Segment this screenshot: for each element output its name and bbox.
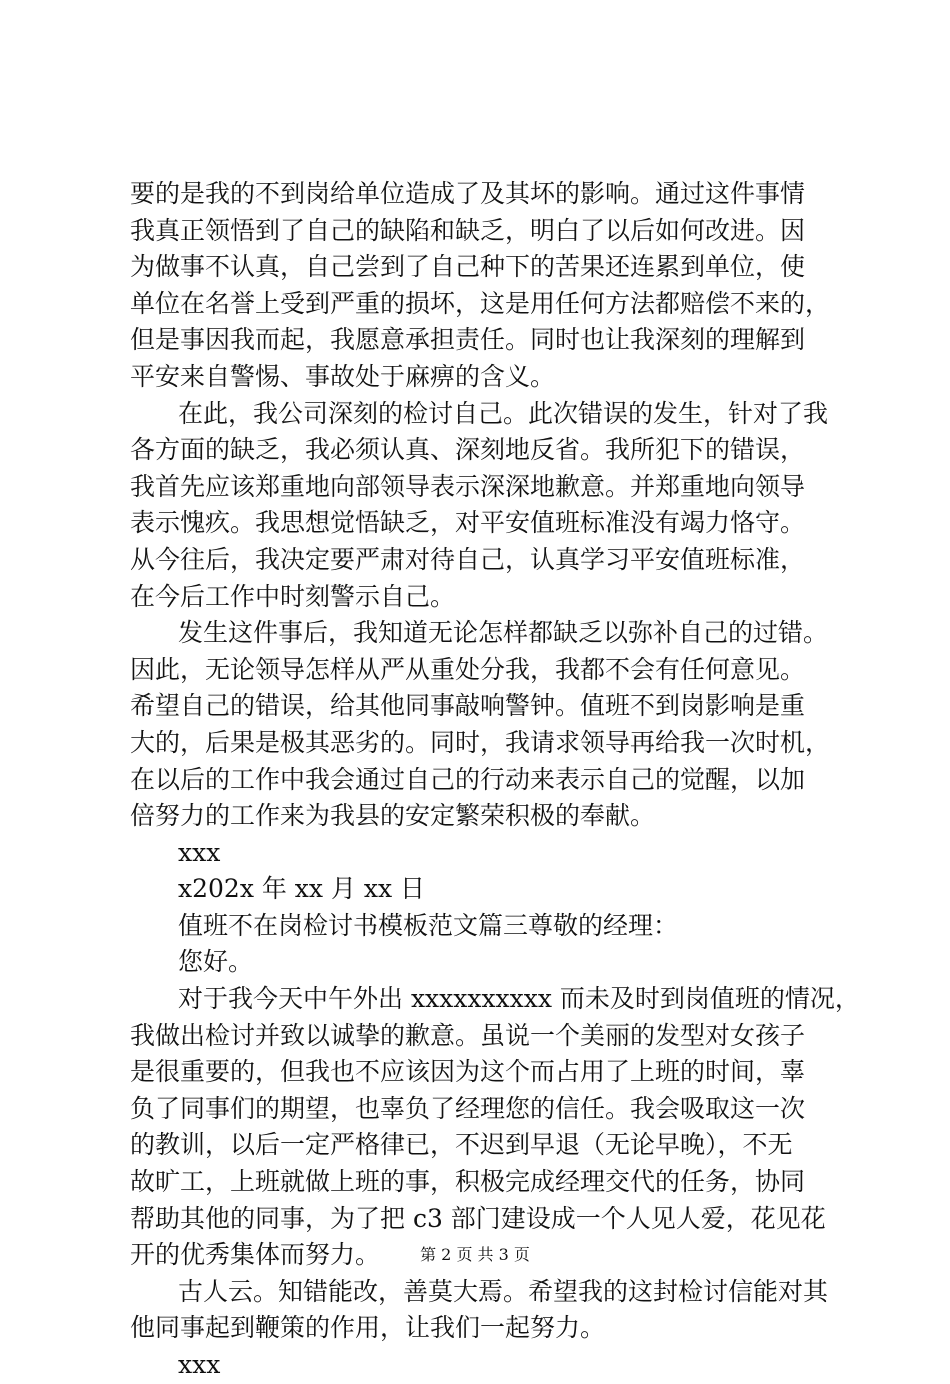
text-line: 我首先应该郑重地向部领导表示深深地歉意。并郑重地向领导 (130, 471, 806, 501)
text-line: 平安来自警惕、事故处于麻痹的含义。 (130, 361, 556, 391)
text-line: 单位在名誉上受到严重的损坏，这是用任何方法都赔偿不来的， (130, 288, 831, 318)
text-line: 他同事起到鞭策的作用，让我们一起努力。 (130, 1313, 606, 1343)
document-body (130, 176, 860, 1384)
text-line: 您好。 (178, 947, 254, 977)
text-line: 是很重要的，但我也不应该因为这个而占用了上班的时间，辜 (130, 1057, 806, 1087)
text-line: 故旷工，上班就做上班的事，积极完成经理交代的任务，协同 (130, 1167, 806, 1197)
text-line: 开的优秀集体而努力。 (130, 1240, 381, 1270)
text-line: 在此，我公司深刻的检讨自己。此次错误的发生，针对了我 (178, 398, 829, 428)
text-line: 的教训，以后一定严格律已，不迟到早退（无论早晚），不无 (130, 1130, 793, 1160)
text-line: 在以后的工作中我会通过自己的行动来表示自己的觉醒，以加 (130, 764, 806, 794)
text-line: 各方面的缺乏，我必须认真、深刻地反省。我所犯下的错误， (130, 435, 806, 465)
text-line: 大的，后果是极其恶劣的。同时，我请求领导再给我一次时机， (130, 727, 831, 757)
text-line: 负了同事们的期望，也辜负了经理您的信任。我会吸取这一次 (130, 1093, 806, 1123)
text-line: xxx (178, 1350, 221, 1379)
text-line: xxx (178, 837, 221, 867)
text-line: 在今后工作中时刻警示自己。 (130, 581, 456, 611)
text-line: 表示愧疚。我思想觉悟缺乏，对平安值班标准没有竭力恪守。 (130, 508, 806, 538)
text-line: 发生这件事后，我知道无论怎样都缺乏以弥补自己的过错。 (178, 618, 829, 648)
text-line: 但是事因我而起，我愿意承担责任。同时也让我深刻的理解到 (130, 325, 806, 355)
text-line: 我真正领悟到了自己的缺陷和缺乏，明白了以后如何改进。因 (130, 215, 806, 245)
text-line: 值班不在岗检讨书模板范文篇三尊敬的经理： (178, 910, 679, 940)
text-line: 对于我今天中午外出 xxxxxxxxxx 而未及时到岗值班的情况， (178, 984, 860, 1014)
text-line: x202x 年 xx 月 xx 日 (178, 874, 426, 904)
text-line: 帮助其他的同事，为了把 c3 部门建设成一个人见人爱，花见花 (130, 1203, 826, 1233)
text-line: 因此，无论领导怎样从严从重处分我，我都不会有任何意见。 (130, 654, 806, 684)
text-line: 希望自己的错误，给其他同事敲响警钟。值班不到岗影响是重 (130, 691, 806, 721)
page-footer: 第 2 页 共 3 页 (420, 1245, 530, 1264)
text-line: 从今往后，我决定要严肃对待自己，认真学习平安值班标准， (130, 544, 806, 574)
text-line: 我做出检讨并致以诚挚的歉意。虽说一个美丽的发型对女孩子 (130, 1020, 806, 1050)
text-line: 要的是我的不到岗给单位造成了及其坏的影响。通过这件事情 (130, 179, 806, 208)
text-line: 倍努力的工作来为我县的安定繁荣积极的奉献。 (130, 801, 656, 831)
text-line: 为做事不认真，自己尝到了自己种下的苦果还连累到单位，使 (130, 252, 806, 282)
text-line: 古人云。知错能改，善莫大焉。希望我的这封检讨信能对其 (178, 1276, 829, 1306)
